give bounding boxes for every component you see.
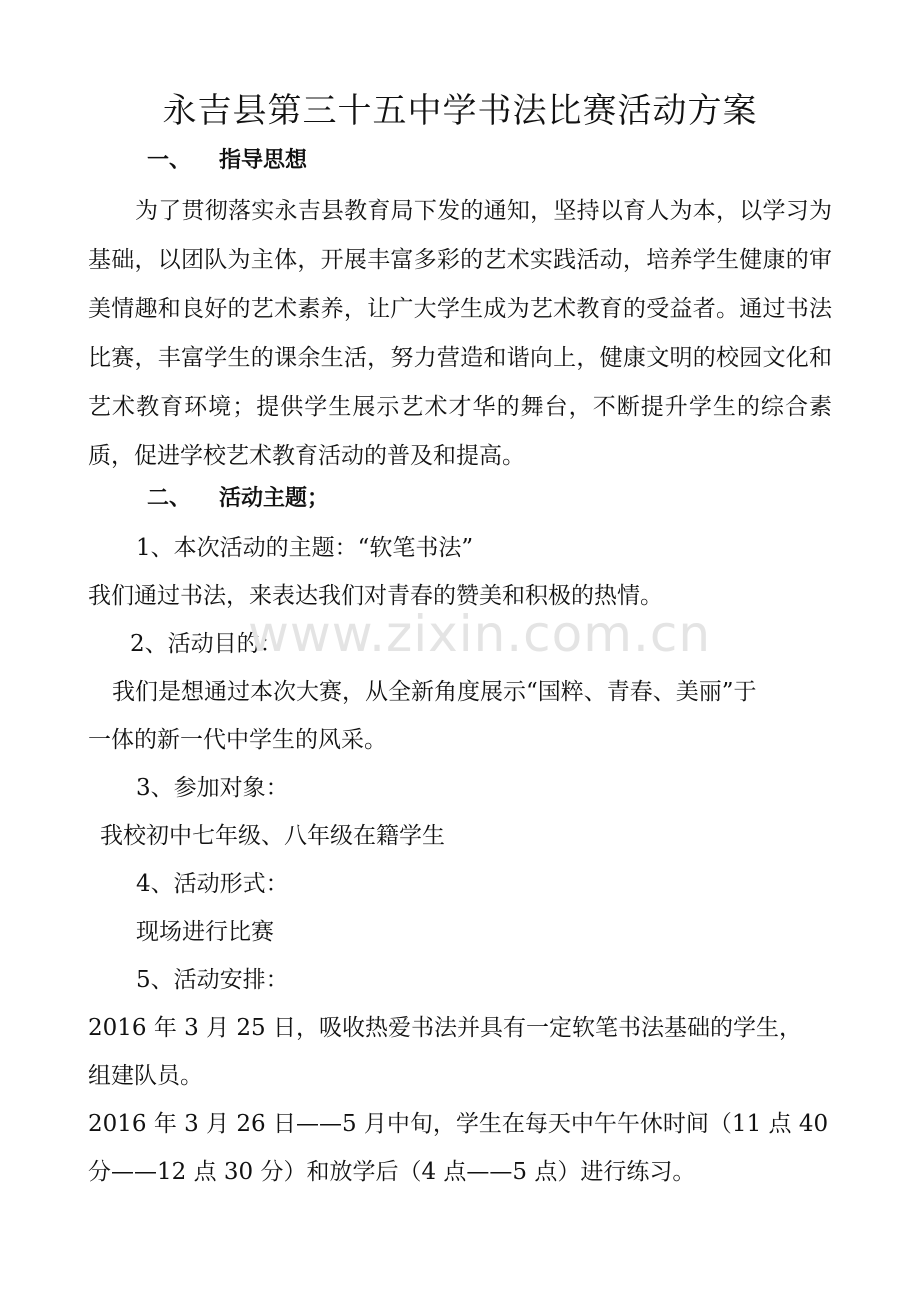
item-purpose-text-line2: 一体的新一代中学生的风采。 xyxy=(88,727,387,753)
section-title: 活动主题； xyxy=(219,486,330,511)
item-participants-label: 3、参加对象： xyxy=(136,775,289,801)
item-format-label: 4、活动形式： xyxy=(136,871,289,897)
item-theme-label: 1、本次活动的主题：“软笔书法” xyxy=(136,535,474,561)
item-theme-text: 我们通过书法，来表达我们对青春的赞美和积极的热情。 xyxy=(88,583,663,609)
item-participants-text: 我校初中七年级、八年级在籍学生 xyxy=(100,823,445,849)
item-purpose-label: 2、活动目的： xyxy=(130,631,283,657)
schedule-entry-1-line2: 组建队员。 xyxy=(88,1063,203,1089)
guiding-ideology-paragraph: 为了贯彻落实永吉县教育局下发的通知，坚持以育人为本，以学习为基础，以团队为主体，开展丰富多彩的艺术实践活动，培养学生健康的审美情趣和良好的艺术素养，让广大学生成为艺术教育的受益者。通过书法比赛，丰富学生的课余生活，努力营造和谐向上，健康文明的校园文化和艺术教育环境；提供学生展示艺术才华的舞台，不断提升学生的综合素质，促进学校艺术教育活动的普及和提高。 xyxy=(88,198,832,469)
item-schedule-label: 5、活动安排： xyxy=(136,967,289,993)
item-purpose-text-line1: 我们是想通过本次大赛，从全新角度展示“国粹、青春、美丽”于 xyxy=(112,679,757,705)
section-number: 一、 xyxy=(147,148,192,173)
document-title: 永吉县第三十五中学书法比赛活动方案 xyxy=(162,91,758,131)
watermark: www.zixin.com.cn xyxy=(248,605,712,663)
item-format-text: 现场进行比赛 xyxy=(136,919,274,945)
section-number: 二、 xyxy=(147,486,192,511)
section-heading-guiding-ideology xyxy=(147,146,307,176)
section-title: 指导思想 xyxy=(219,148,308,173)
schedule-entry-1-line1: 2016 年 3 月 25 日，吸收热爱书法并具有一定软笔书法基础的学生， xyxy=(88,1015,802,1041)
schedule-entry-2-line1: 2016 年 3 月 26 日——5 月中旬，学生在每天中午午休时间（11 点 40 xyxy=(88,1111,829,1137)
section-heading-activity-theme xyxy=(147,484,329,514)
schedule-entry-2-line2: 分——12 点 30 分）和放学后（4 点——5 点）进行练习。 xyxy=(88,1159,696,1185)
